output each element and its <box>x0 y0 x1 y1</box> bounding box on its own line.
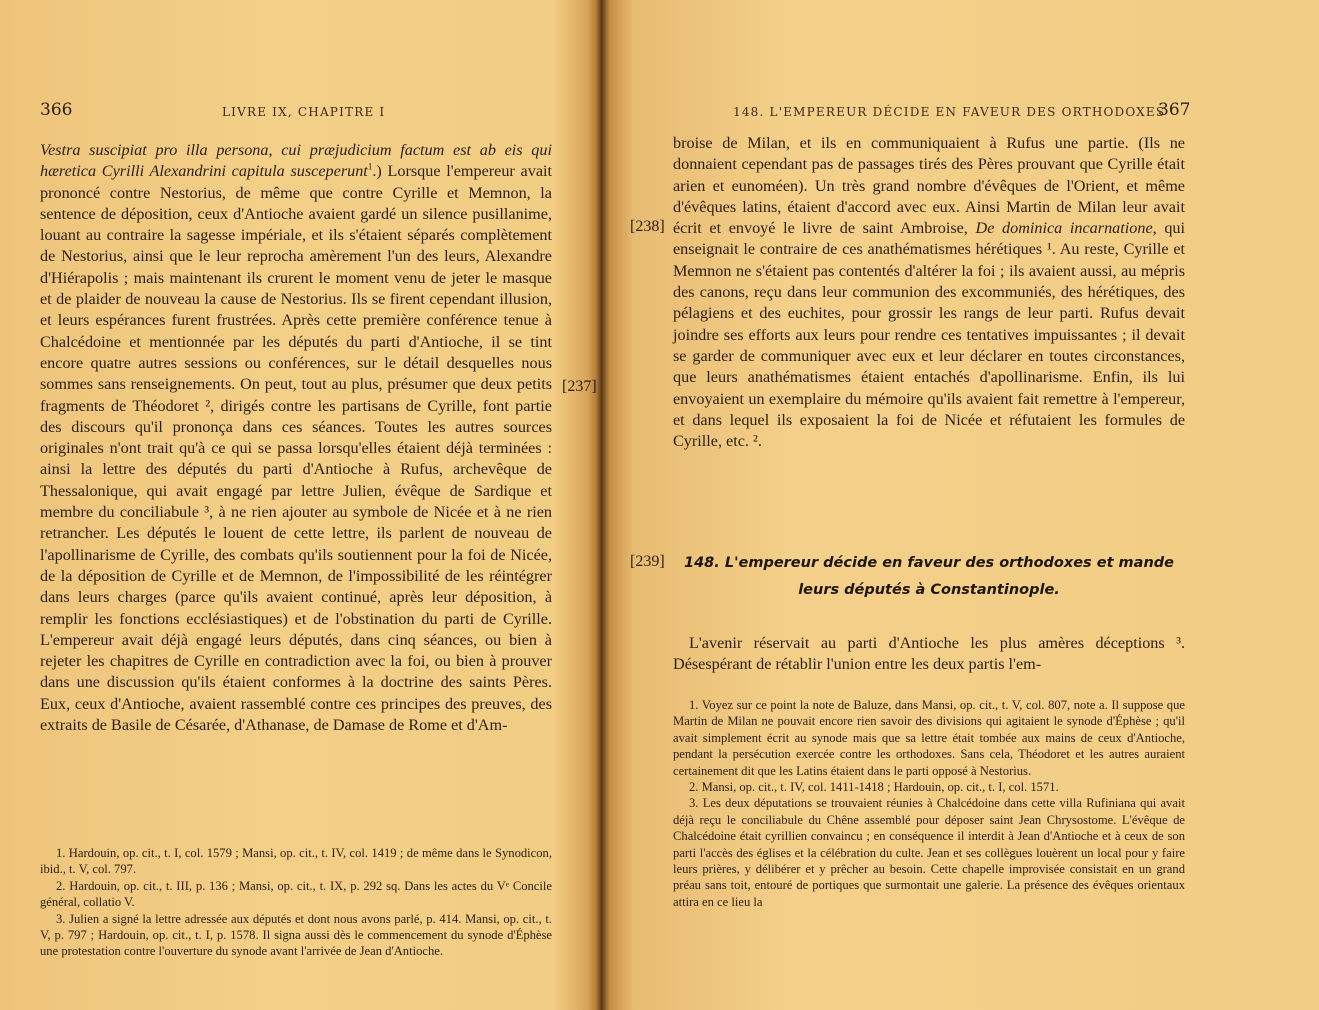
left-page <box>0 0 598 1010</box>
footnote: 1. Hardouin, op. cit., t. I, col. 1579 ; Mansi, op. cit., t. IV, col. 1419 ; de même dans le Synodicon, ibid., t. V, col. 797. <box>40 846 552 877</box>
margin-ref-238: [238] <box>630 218 665 235</box>
right-body-part2: , qui enseignait le contraire de ces anathématismes hérétiques ¹. Au reste, Cyrille et Memnon ne s'étaient pas contentés d'altérer la foi ; ils avaient aussi, au mépris des canons, reçu dans leur communion des excommuniés, des hérétiques, des pélagiens et des euchites, pour grossir les rangs de leur parti. Rufus devait joindre ses efforts aux leurs pour rendre ces tentatives impuissantes ; il devait se garder de communiquer avec eux et leur déclarer en toutes circonstances, que leurs anathématismes étaient entachés d'apollinarisme. Enfin, ils lui envoyaient un exemplaire du mémoire qu'ils avaient fait remettre à l'empereur, et dans lequel ils exposaient la foi de Nicée et réfutaient les formules de Cyrille, etc. ². <box>673 219 1185 451</box>
running-head-right: 148. L'EMPEREUR DÉCIDE EN FAVEUR DES ORTHODOXES <box>733 105 1166 119</box>
section-heading-line1: 148. L'empereur décide en faveur des orthodoxes et mande <box>684 555 1174 571</box>
section-paragraph: L'avenir réservait au parti d'Antioche les plus amères déceptions ³. Désespérant de rétablir l'union entre les deux partis l'em- <box>673 634 1185 674</box>
book-title: De dominica incarnatione <box>975 219 1153 238</box>
section-heading <box>673 550 1185 604</box>
margin-ref-237: [237] <box>562 378 597 395</box>
footnote: 2. Mansi, op. cit., t. IV, col. 1411-1418 ; Hardouin, op. cit., t. I, col. 1571. <box>689 780 1059 795</box>
note-ref: 1 <box>367 161 373 172</box>
running-head-left: LIVRE IX, CHAPITRE I <box>222 105 386 119</box>
footnote: 2. Hardouin, op. cit., t. III, p. 136 ; Mansi, op. cit., t. IX, p. 292 sq. Dans les actes du Vᵉ Concile général, collatio V. <box>40 878 552 910</box>
latin-quote: Vestra suscipiat pro illa persona, cui præjudicium factum est ab eis qui hæretica Cyrilli Alexandrini capitula susceperunt <box>40 141 552 181</box>
footnote: 1. Voyez sur ce point la note de Baluze, dans Mansi, op. cit., t. V, col. 807, note a. Il suppose que Martin de Milan ne pouvait encore rien savoir des divisions qui agitaient le synode d'Éphèse ; qu'il avait simplement écrit au synode mais que sa lettre était tombée aux mains de ceux d'Antioche, pendant la persécution exercée contre les orthodoxes. Sans cela, Théodoret et les autres auraient certainement dit que les Latins étaient dans le parti opposé à Nestorius. <box>673 698 1185 778</box>
page-number-left: 366 <box>40 100 73 120</box>
left-body-paragraph: .) Lorsque l'empereur avait prononcé contre Nestorius, de même que contre Cyrille et Memnon, la sentence de déposition, ceux d'Antioche avaient gardé un silence pusillanime, louant au contraire la sagesse impériale, et ils s'étaient séparés complètement de Nestorius, ainsi que le leur reprocha amèrement l'un des leurs, Alexandre d'Hiérapolis ; mais maintenant ils crurent le moment venu de jeter le masque et de plaider de nouveau la cause de Nestorius. Ils se firent cependant illusion, et leurs espérances furent frustrées. Après cette première conférence tenue à Chalcédoine et mentionnée par les députés du parti d'Antioche, il se tint encore quatre autres sessions ou conférences, sur le détail desquelles nous sommes sans renseignements. On peut, tout au plus, présumer que deux petits fragments de Théodoret ², dirigés contre les partisans de Cyrille, font partie des discours qu'il prononça dans ces séances. Toutes les autres sources originales n'ont trait qu'à ce qui se passa lorsqu'elles étaient déjà terminées : ainsi la lettre des députés du parti d'Antioche à Rufus, archevêque de Thessalonique, qui avait engagé par lettre Julien, évêque de Sardique et membre du conciliabule ³, à ne rien ajouter au symbole de Nicée et à ne rien retrancher. Les députés le louent de cette lettre, ils parlent de nouveau de l'apollinarisme de Cyrille, des combats qu'ils soutiennent pour la foi de Nicée, de la déposition de Cyrille et de Memnon, de l'impossibilité de les réintégrer dans leurs charges (parce qu'ils avaient continué, après leur déposition, à remplir les fonctions ecclésiastiques) et de l'obstination du parti de Cyrille. L'empereur avait déjà engagé leurs députés, dans cinq séances, ou bien à rejeter les chapitres de Cyrille en contradiction avec la foi, ou bien à prouver dans une discussion qu'ils étaient conformes à la doctrine des saints Pères. Eux, ceux d'Antioche, avaient rassemblé contre ces principes des preuves, des extraits de Basile de Césarée, d'Athanase, de Damase de Rome et d'Am- <box>40 162 553 735</box>
section-body <box>673 633 1185 676</box>
left-footnotes <box>40 845 552 960</box>
footnote: 3. Les deux députations se trouvaient réunies à Chalcédoine dans cette villa Rufiniana qui avait déjà reçu le conciliabule du Chêne assemblé pour déposer saint Jean Chrysostome. L'évêque de Chalcédoine était cyrillien convaincu ; en conséquence il interdit à Jean d'Antioche et à ceux de son parti l'accès des églises et la célébration du culte. Jean et ses collègues louèrent un local pour y faire leurs prières, y délibérer et y prêcher au besoin. Cette chapelle improvisée consistait en un grand préau sans toit, entouré de portiques que surmontait une galerie. La présence des évêques orientaux attira en ce lieu la <box>673 796 1185 909</box>
right-footnotes <box>673 697 1185 910</box>
footnote: 3. Julien a signé la lettre adressée aux députés et dont nous avons parlé, p. 414. Mansi, op. cit., t. V, p. 797 ; Hardouin, op. cit., t. I, p. 1578. Il signa aussi dès le commencement du synode d'Éphèse une protestation contre l'ouverture du synode avant l'arrivée de Jean d'Antioche. <box>40 911 552 959</box>
right-page <box>608 0 1319 1010</box>
right-body-text <box>673 133 1185 452</box>
margin-ref-239: [239] <box>630 553 665 570</box>
section-heading-line2: leurs députés à Constantinople. <box>798 582 1060 598</box>
page-number-right: 367 <box>1158 100 1191 120</box>
right-body-part1: broise de Milan, et ils en communiquaient à Rufus une partie. (Ils ne donnaient cependant pas de passages tirés des Pères prouvant que Cyrille était arien et eunoméen). Un très grand nombre d'évêques de l'Orient, et même d'évêques latins, étaient d'accord avec eux. Ainsi Martin de Milan leur avait écrit et envoyé le livre de saint Ambroise, <box>673 134 1185 238</box>
left-body-text <box>40 140 552 736</box>
